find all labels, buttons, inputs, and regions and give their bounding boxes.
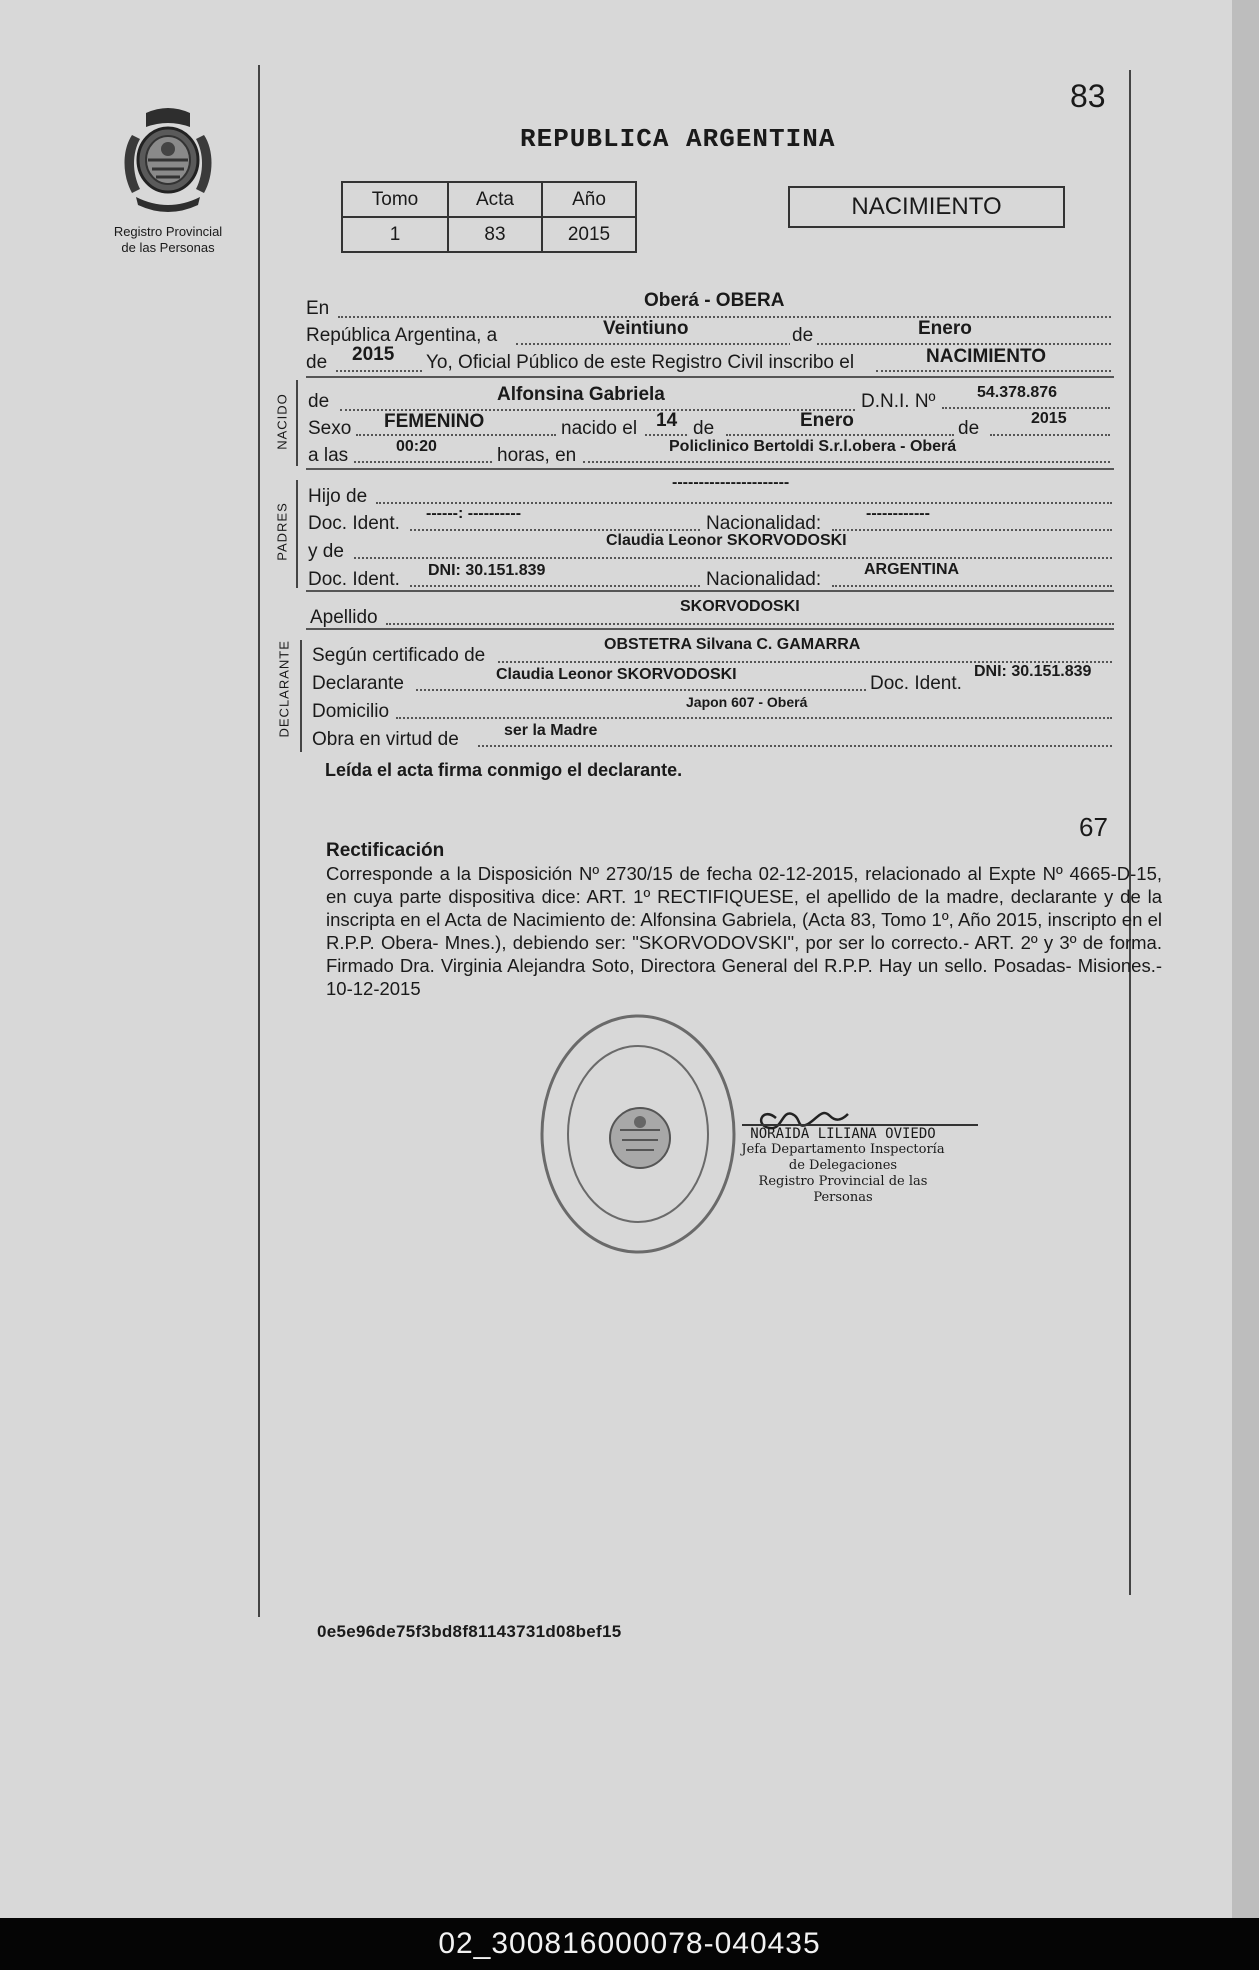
en-label: En [306, 298, 330, 319]
father-name: ---------------------- [672, 474, 790, 491]
domicilio-dots [396, 717, 1112, 719]
birth-day-dots [645, 434, 687, 436]
horas-label: horas, en [497, 445, 577, 466]
oficial-label: Yo, Oficial Público de este Registro Civil inscribo el [426, 352, 855, 373]
org-line-1: Registro Provincial [113, 224, 223, 239]
separator-3 [306, 590, 1114, 592]
birth-day: 14 [656, 410, 678, 431]
en-value: Oberá - OBERA [644, 290, 785, 311]
sexo-dots [356, 434, 556, 436]
signatory-name: NORAIDA LILIANA OVIEDO [750, 1126, 936, 1142]
scan-id-bar: 02_300816000078-040435 [0, 1918, 1259, 1970]
birth-month-dots [726, 434, 954, 436]
year-value: 2015 [352, 344, 395, 365]
sexo-label: Sexo [308, 418, 352, 439]
stamp-icon [536, 1010, 746, 1260]
doc2-dots [410, 585, 700, 587]
rectificacion-title: Rectificación [326, 840, 445, 861]
mother-nationality: ARGENTINA [864, 561, 960, 578]
declarante-dots [416, 689, 866, 691]
nac1-label: Nacionalidad: [706, 513, 822, 534]
birth-time: 00:20 [396, 438, 437, 455]
signatory-title: Jefa Departamento Inspectoría [741, 1142, 945, 1157]
de-label-3: de [958, 418, 980, 439]
domicilio-value: Japon 607 - Oberá [686, 694, 808, 710]
republica-label: República Argentina, a [306, 325, 498, 346]
hijo-dots [376, 502, 1112, 504]
dni-value: 54.378.876 [977, 384, 1058, 401]
place-dots [583, 461, 1110, 463]
declarante-doc: DNI: 30.151.839 [974, 663, 1092, 680]
register-value-tomo: 1 [342, 217, 448, 252]
cert-label: Según certificado de [312, 645, 486, 666]
obra-value: ser la Madre [504, 722, 598, 739]
father-nationality: ------------ [866, 505, 930, 522]
declarante-label: DECLARANTE [276, 640, 292, 738]
register-header-anio: Año [542, 182, 636, 217]
nac2-dots [832, 585, 1112, 587]
newborn-name: Alfonsina Gabriela [497, 384, 665, 405]
doc1-dots [410, 529, 700, 531]
nac2-label: Nacionalidad: [706, 569, 822, 590]
register-header-row [342, 182, 636, 217]
nac1-dots [832, 529, 1112, 531]
apellido-label: Apellido [310, 607, 378, 628]
obra-dots [478, 745, 1112, 747]
register-table [341, 181, 637, 253]
time-dots [354, 461, 492, 463]
de2-label: de [306, 352, 328, 373]
separator-1 [306, 376, 1114, 378]
padres-bracket [296, 480, 298, 588]
document-hash: 0e5e96de75f3bd8f81143731d08bef15 [317, 1622, 622, 1641]
father-doc: ------: ---------- [426, 505, 522, 522]
domicilio-label: Domicilio [312, 701, 390, 722]
nacido-label: NACIDO [274, 393, 290, 450]
birth-month: Enero [800, 410, 854, 431]
act-type-box: NACIMIENTO [788, 186, 1065, 228]
separator-2 [306, 468, 1114, 470]
day-value: Veintiuno [603, 318, 689, 339]
declarante-bracket [300, 640, 302, 752]
province-seal [118, 105, 218, 217]
register-header-tomo: Tomo [342, 182, 448, 217]
register-header-acta: Acta [448, 182, 542, 217]
year-dots [336, 370, 422, 372]
de-label: de [792, 325, 814, 346]
cert-value: OBSTETRA Silvana C. GAMARRA [604, 636, 861, 653]
signatory-org: Registro Provincial de las Personas [758, 1174, 928, 1205]
obra-label: Obra en virtud de [312, 729, 459, 750]
declarante-doc-label: Doc. Ident. [870, 673, 962, 694]
nacido-de-label: de [308, 391, 330, 412]
org-line-2: de las Personas [121, 240, 215, 255]
signatory-dept: de Delegaciones [788, 1158, 898, 1173]
margin-number: 67 [1079, 812, 1108, 842]
doc2-label: Doc. Ident. [308, 569, 400, 590]
declarante-name: Claudia Leonor SKORVODOSKI [496, 666, 737, 683]
coat-of-arms-icon [118, 105, 218, 217]
register-value-row [342, 217, 636, 252]
rectificacion-body: Corresponde a la Disposición Nº 2730/15 de fecha 02-12-2015, relacionado al Expte Nº 4665-D-15, en cuya parte dispositiva dice: ART. 1º RECTIFIQUESE, el apellido de la madre, declarante y de la inscripta en el Acta de Nacimiento de: Alfonsina Gabriela, (Acta 83, Tomo 1º, Año 2015, inscripto en el R.P.P. Obera- Mnes.), debiendo ser: "SKORVODOVSKI", por ser lo correcto.- ART. 2º y 3º de forma. Firmado Dra. Virginia Alejandra Soto, Directora General del R.P.P. Hay un sello. Posadas- Misiones.- 10-12-2015 [326, 863, 1162, 999]
separator-4 [306, 628, 1114, 630]
apellido-dots [386, 623, 1114, 625]
org-name [96, 224, 240, 256]
page-number: 83 [1070, 78, 1106, 114]
inscribo-value: NACIMIENTO [926, 346, 1046, 367]
month-value: Enero [918, 318, 972, 339]
mother-dots [354, 557, 1112, 559]
en-dots [338, 316, 1111, 318]
document-title: REPUBLICA ARGENTINA [520, 124, 836, 154]
nacido-el-label: nacido el [561, 418, 638, 439]
doc1-label: Doc. Ident. [308, 513, 400, 534]
dni-dots [942, 407, 1110, 409]
nacido-bracket [296, 380, 298, 466]
register-value-acta: 83 [448, 217, 542, 252]
left-margin-line [258, 65, 260, 1617]
declarante-field-label: Declarante [312, 673, 404, 694]
de-label-2: de [693, 418, 715, 439]
right-margin-line [1129, 70, 1131, 1595]
page-edge [1232, 0, 1259, 1918]
alas-label: a las [308, 445, 349, 466]
inscribo-dots [876, 370, 1111, 372]
mother-doc: DNI: 30.151.839 [428, 562, 546, 579]
hijo-label: Hijo de [308, 486, 368, 507]
padres-label: PADRES [274, 502, 290, 561]
birth-place: Policlinico Bertoldi S.r.l.obera - Oberá [669, 438, 957, 455]
mother-name: Claudia Leonor SKORVODOSKI [606, 532, 847, 549]
closing-statement: Leída el acta firma conmigo el declarante. [325, 760, 683, 780]
birth-year-dots [990, 434, 1110, 436]
dni-label: D.N.I. Nº [861, 391, 936, 412]
yde-label: y de [308, 541, 344, 562]
signature-block [728, 1126, 958, 1206]
sexo-value: FEMENINO [384, 411, 485, 432]
register-value-anio: 2015 [542, 217, 636, 252]
apellido-value: SKORVODOSKI [680, 598, 800, 615]
official-stamp [536, 1010, 746, 1260]
birth-year: 2015 [1031, 410, 1067, 427]
